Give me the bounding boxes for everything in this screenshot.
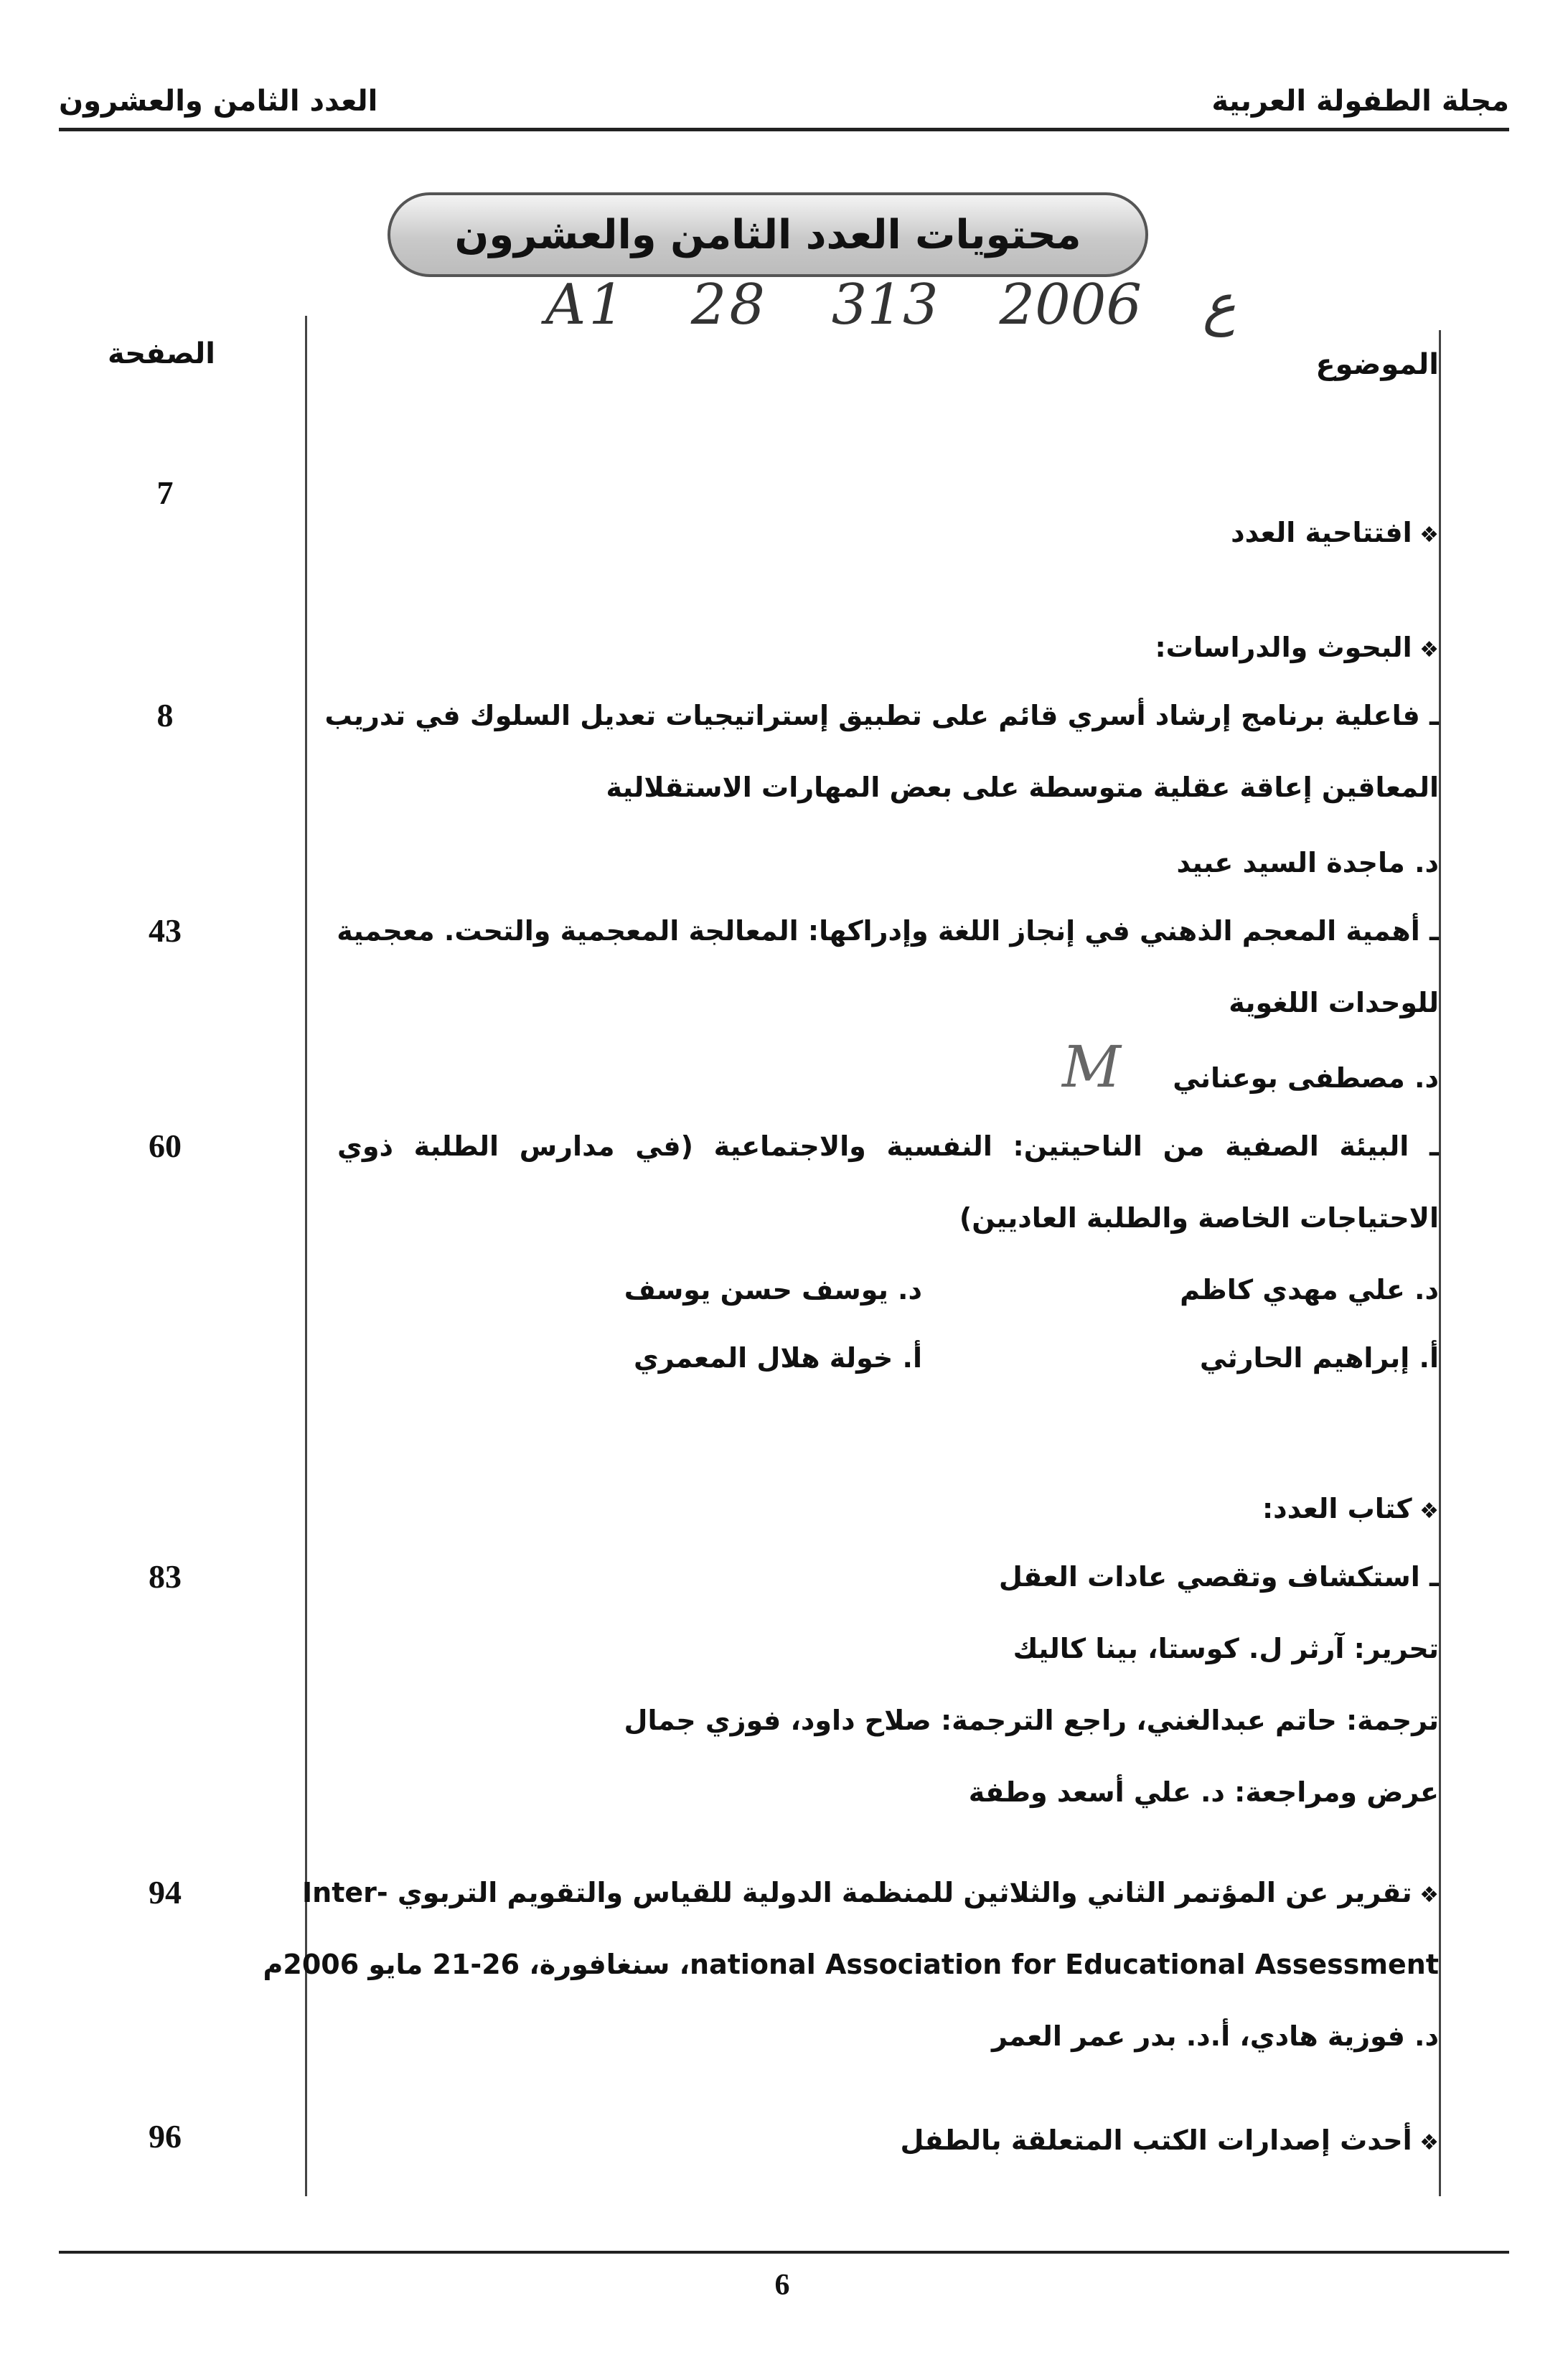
research3-page: 60 [149,1128,182,1164]
latest-books-title: ❖ أحدث إصدارات الكتب المتعلقة بالطفل [901,2124,1439,2156]
issue-label: العدد الثامن والعشرون [59,85,378,118]
research1-title-line2: المعاقين إعاقة عقلية متوسطة على بعض المهارات الاستقلالية [606,772,1439,803]
report-author: د. فوزية هادي، أ.د. بدر عمر العمر [991,2020,1439,2052]
latest-books-page: 96 [149,2118,182,2155]
column-divider-right [1439,330,1441,2196]
research1-author: د. ماجدة السيد عبيد [1176,847,1439,878]
book-review: عرض ومراجعة: د. علي أسعد وطفة [968,1776,1439,1808]
research2-author: د. مصطفى بوعناني [1173,1062,1439,1094]
report-title-line1: ❖ تقرير عن المؤتمر الثاني والثلاثين للمنظمة الدولية للقياس والتقويم التربوي -Inter [337,1877,1439,1908]
report-page: 94 [149,1874,182,1911]
subject-column-header: الموضوع [1315,348,1439,381]
research3-author4: أ. خولة هلال المعمري [633,1342,922,1374]
research2-page: 43 [149,912,182,949]
editorial-page: 7 [156,474,174,511]
research3-author1: د. علي مهدي كاظم [1180,1274,1439,1306]
handwritten-mark: M [1062,1034,1121,1100]
book-page: 83 [149,1558,182,1595]
book-translation: ترجمة: حاتم عبدالغني، راجع الترجمة: صلاح داود، فوزي جمال [624,1705,1439,1736]
research-section-heading: ❖ البحوث والدراسات: [1155,632,1439,663]
page-title: محتويات العدد الثامن والعشرون [388,192,1148,277]
editorial-title: ❖ افتتاحية العدد [1231,517,1439,548]
book-title: ـ استكشاف وتقصي عادات العقل [998,1561,1439,1593]
column-divider-left [305,316,307,2196]
page-number: 6 [774,2269,790,2302]
footer-divider [59,2251,1509,2254]
research3-author3: أ. إبراهيم الحارثي [1199,1342,1439,1374]
research1-title-line1: ـ فاعلية برنامج إرشاد أسري قائم على تطبيق إستراتيجيات تعديل السلوك في تدريب [324,700,1439,731]
page-column-header: الصفحة [108,337,216,370]
research2-title-line1: ـ أهمية المعجم الذهني في إنجاز اللغة وإدراكها: المعالجة المعجمية والتحت. معجمية [337,915,1439,947]
report-title-line2: national Association for Educational Assessment، سنغافورة، 26-21 مايو 2006م [263,1949,1439,1980]
header-divider [59,128,1509,131]
research3-author2: د. يوسف حسن يوسف [624,1274,922,1306]
research3-title-line1: ـ البيئة الصفية من الناحيتين: النفسية والاجتماعية (في مدارس الطلبة ذوي [337,1130,1439,1162]
research1-page: 8 [156,697,174,734]
journal-name: مجلة الطفولة العربية [1211,85,1509,118]
book-editing: تحرير: آرثر ل. كوستا، بينا كاليك [1013,1633,1439,1664]
handwritten-note: A1 28 ع 2006 313 [545,273,1236,337]
book-section-heading: ❖ كتاب العدد: [1262,1493,1439,1524]
research3-title-line2: الاحتياجات الخاصة والطلبة العاديين) [959,1202,1439,1234]
research2-title-line2: للوحدات اللغوية [1229,987,1439,1018]
